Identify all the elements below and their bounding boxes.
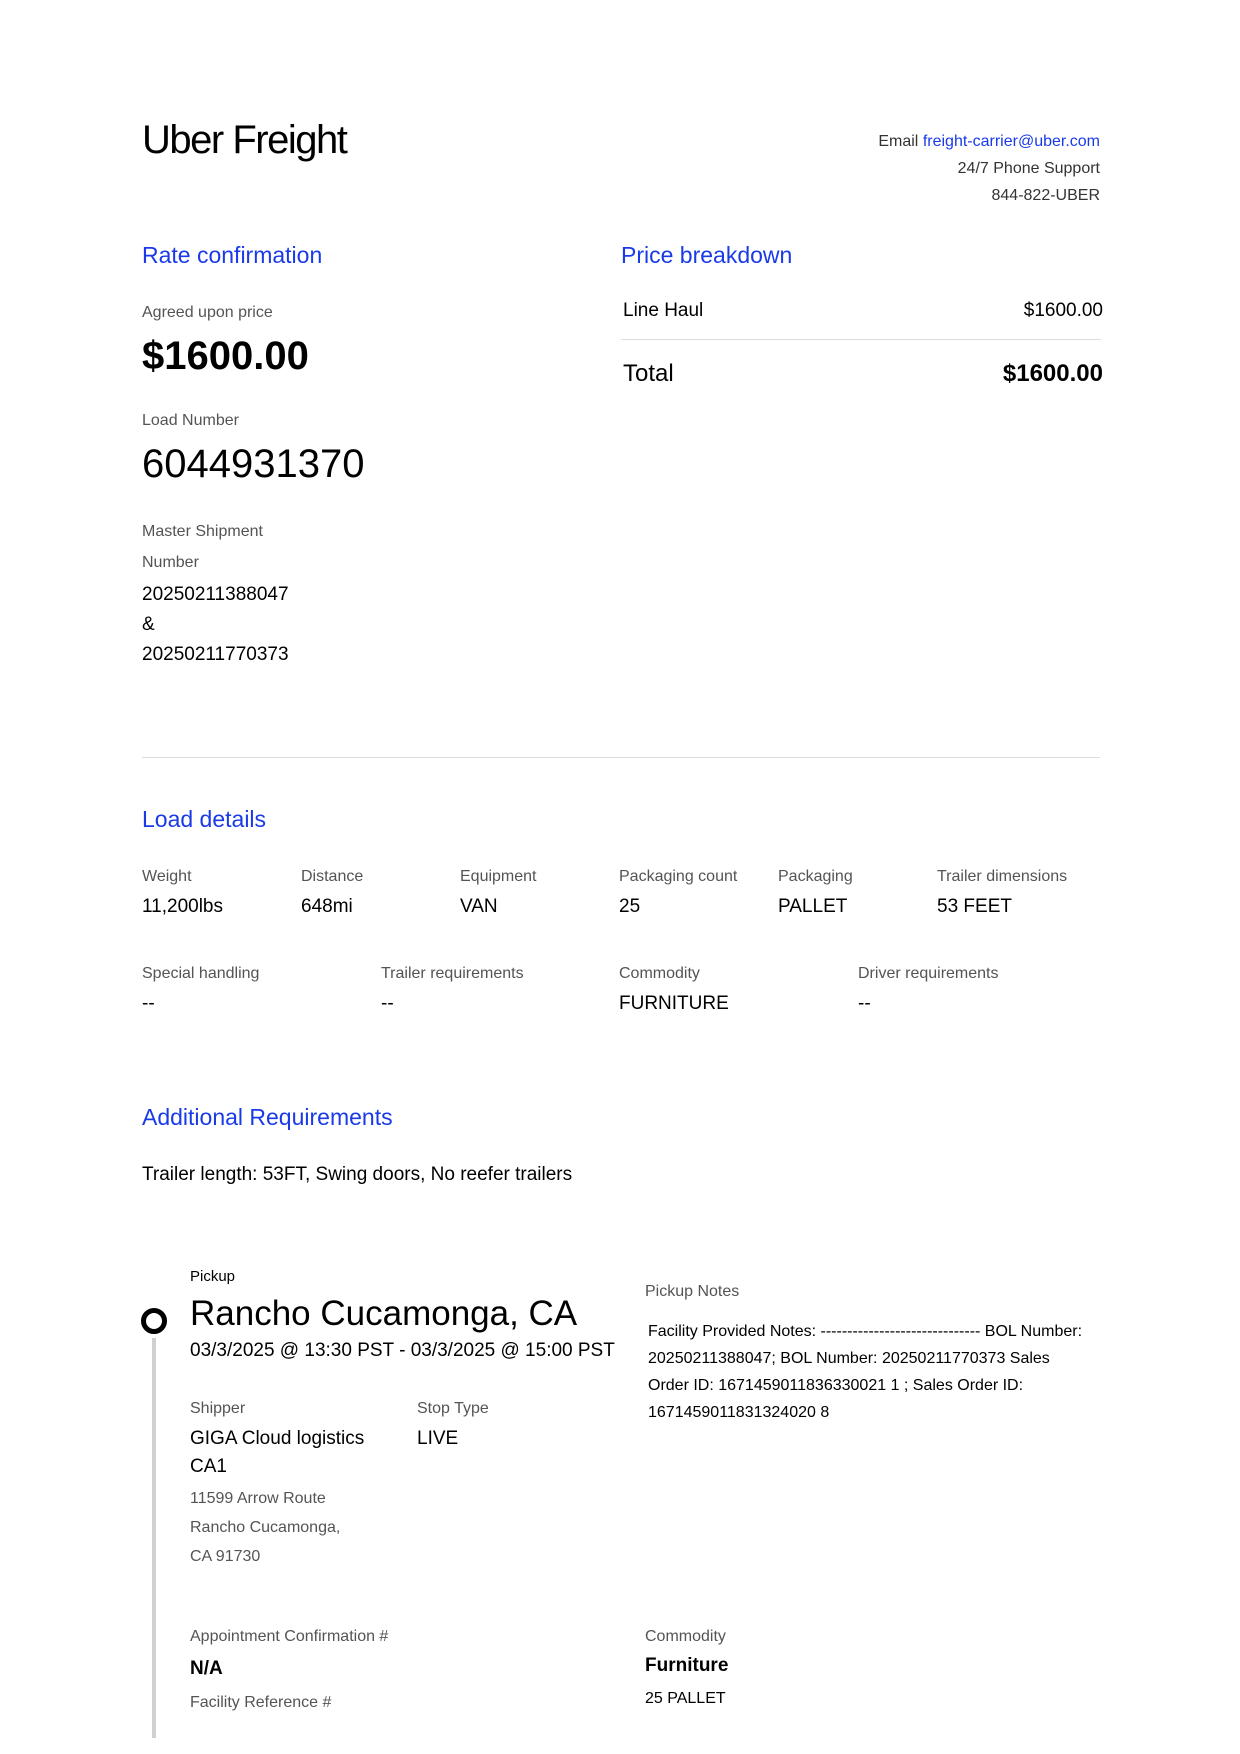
appointment-confirmation-value: N/A [190, 1658, 223, 1679]
shipper-address-3: CA 91730 [190, 1548, 261, 1565]
load-details-title: Load details [142, 806, 267, 832]
shipper-name-2: CA1 [190, 1456, 227, 1477]
section-divider [142, 757, 1100, 758]
trailer-requirements-label: Trailer requirements [381, 965, 524, 982]
appointment-confirmation-label: Appointment Confirmation # [190, 1628, 389, 1645]
master-shipment-amp: & [142, 614, 155, 635]
line-haul-row [623, 300, 1103, 322]
commodity-value: FURNITURE [619, 993, 729, 1014]
packaging-cell [778, 868, 853, 918]
email-link[interactable]: freight-carrier@uber.com [922, 133, 1100, 150]
agreed-price-value: $1600.00 [142, 334, 309, 378]
master-shipment-2: 20250211770373 [142, 644, 289, 665]
driver-requirements-value: -- [858, 993, 871, 1014]
stop-type-value: LIVE [417, 1428, 459, 1449]
pickup-commodity-label: Commodity [645, 1628, 726, 1645]
pickup-stop-marker [141, 1308, 167, 1334]
equipment-cell [460, 868, 537, 918]
email-label: Email [878, 133, 919, 150]
support-label: 24/7 Phone Support [957, 160, 1100, 177]
price-breakdown-title: Price breakdown [621, 242, 793, 268]
shipper-label: Shipper [190, 1400, 246, 1417]
pickup-tag: Pickup [190, 1268, 236, 1285]
stop-type-label: Stop Type [417, 1400, 489, 1417]
weight-label: Weight [142, 868, 192, 885]
additional-requirements-text: Trailer length: 53FT, Swing doors, No reefer trailers [142, 1164, 573, 1185]
trailer-requirements-cell [381, 965, 524, 1015]
pickup-commodity-value: Furniture [645, 1655, 729, 1676]
trailer-dimensions-cell [937, 868, 1067, 918]
email-line [878, 128, 1100, 155]
stop-timeline-line [152, 1338, 156, 1738]
packaging-count-label: Packaging count [619, 868, 738, 885]
packaging-value: PALLET [778, 896, 848, 917]
driver-requirements-cell [858, 965, 998, 1015]
pickup-window: 03/3/2025 @ 13:30 PST - 03/3/2025 @ 15:00 PST [190, 1340, 615, 1361]
trailer-dimensions-label: Trailer dimensions [937, 868, 1068, 885]
total-row [623, 360, 1103, 388]
support-phone: 844-822-UBER [991, 187, 1100, 204]
agreed-price-label: Agreed upon price [142, 304, 273, 321]
commodity-label: Commodity [619, 965, 700, 982]
pickup-notes-text: Facility Provided Notes: ------------------------------ BOL Number: 20250211388047; BOL Number: 20250211770373 Sales Order ID: 1671459011836330021 1 ; Sales Order ID: 1671459011831324020 8 [648, 1323, 1083, 1421]
special-handling-value: -- [142, 993, 155, 1014]
master-shipment-1: 20250211388047 [142, 584, 289, 605]
distance-value: 648mi [301, 896, 353, 917]
pickup-city: Rancho Cucamonga, CA [190, 1294, 578, 1333]
special-handling-label: Special handling [142, 965, 260, 982]
weight-cell [142, 868, 223, 918]
weight-value: 11,200lbs [142, 896, 223, 917]
equipment-label: Equipment [460, 868, 537, 885]
packaging-label: Packaging [778, 868, 853, 885]
line-haul-value: $1600.00 [1023, 300, 1103, 321]
trailer-requirements-value: -- [381, 993, 394, 1014]
pickup-commodity-count: 25 PALLET [645, 1690, 726, 1707]
shipper-address-1: 11599 Arrow Route [190, 1490, 326, 1507]
trailer-dimensions-value: 53 FEET [937, 896, 1012, 917]
master-shipment-label-1: Master Shipment [142, 523, 263, 540]
packaging-count-value: 25 [619, 896, 641, 917]
total-value: $1600.00 [1002, 360, 1103, 387]
distance-cell [301, 868, 363, 918]
line-haul-label: Line Haul [623, 300, 704, 321]
shipper-name-1: GIGA Cloud logistics [190, 1428, 365, 1449]
commodity-cell [619, 965, 729, 1015]
shipper-address-2: Rancho Cucamonga, [190, 1519, 341, 1536]
additional-requirements-title: Additional Requirements [142, 1104, 393, 1130]
distance-label: Distance [301, 868, 364, 885]
load-number-value: 6044931370 [142, 442, 365, 486]
uber-freight-logo: Uber Freight [142, 118, 347, 162]
packaging-count-cell [619, 868, 737, 918]
price-divider [621, 339, 1101, 340]
contact-block [878, 128, 1100, 209]
facility-reference-label: Facility Reference # [190, 1694, 332, 1711]
pickup-notes-label: Pickup Notes [645, 1283, 740, 1300]
special-handling-cell [142, 965, 259, 1015]
rate-confirmation-title: Rate confirmation [142, 242, 323, 268]
total-label: Total [623, 360, 674, 387]
load-number-label: Load Number [142, 412, 239, 429]
equipment-value: VAN [460, 896, 498, 917]
driver-requirements-label: Driver requirements [858, 965, 999, 982]
master-shipment-label-2: Number [142, 554, 199, 571]
